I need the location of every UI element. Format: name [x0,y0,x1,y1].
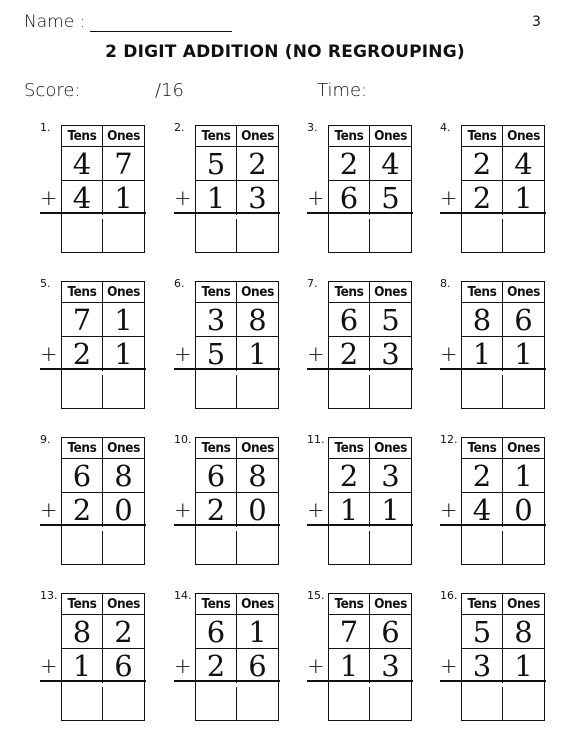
answer-line [174,368,280,370]
top-ones-digit: 8 [503,615,544,649]
tens-header: Tens [329,594,370,615]
addend-tens-digit: 2 [196,649,237,683]
problem-4 [440,121,565,261]
problem-7 [307,277,432,417]
addend-tens-digit: 4 [62,181,103,215]
addend-tens-digit: 2 [196,493,237,527]
top-tens-digit: 2 [329,459,370,493]
plus-sign: + [174,342,192,366]
plus-sign: + [440,186,458,210]
problem-14 [174,589,299,729]
ones-header: Ones [503,594,544,615]
ones-header: Ones [503,126,544,147]
place-value-table [195,281,279,409]
addend-ones-digit: 3 [248,181,267,215]
problem-number: 13. [40,589,58,602]
top-tens-digit: 6 [62,459,103,493]
problem-10 [174,433,299,573]
answer-tens-box[interactable] [329,687,370,720]
addend-ones-digit: 1 [514,337,533,371]
addend-ones-digit: 1 [248,337,267,371]
top-ones-digit: 8 [103,459,144,493]
problem-2 [174,121,299,261]
answer-line [40,680,146,682]
problem-6 [174,277,299,417]
problem-number: 1. [40,121,51,134]
tens-header: Tens [462,438,503,459]
place-value-table [461,281,545,409]
top-tens-digit: 4 [62,147,103,181]
answer-tens-box[interactable] [462,531,503,564]
problem-9 [40,433,165,573]
place-value-table [195,593,279,721]
answer-line [174,680,280,682]
answer-tens-box[interactable] [62,375,103,408]
place-value-table [328,281,412,409]
ones-header: Ones [103,126,144,147]
answer-ones-box[interactable] [103,375,144,408]
addend-ones-digit: 0 [514,493,533,527]
name-field[interactable] [90,31,232,32]
ones-header: Ones [503,438,544,459]
problem-number: 15. [307,589,325,602]
answer-ones-box[interactable] [237,219,278,252]
top-tens-digit: 2 [462,147,503,181]
tens-header: Tens [329,282,370,303]
ones-header: Ones [237,282,278,303]
answer-line [440,524,546,526]
answer-line [174,212,280,214]
problem-3 [307,121,432,261]
top-ones-digit: 6 [370,615,411,649]
tens-header: Tens [462,126,503,147]
problem-number: 16. [440,589,458,602]
top-ones-digit: 8 [237,459,278,493]
tens-header: Tens [462,282,503,303]
answer-line [307,524,413,526]
top-ones-digit: 4 [503,147,544,181]
addend-tens-digit: 2 [62,337,103,371]
worksheet-title: 2 DIGIT ADDITION (NO REGROUPING) [105,42,465,62]
ones-header: Ones [370,438,411,459]
answer-tens-box[interactable] [329,219,370,252]
addend-ones-digit: 1 [514,181,533,215]
answer-tens-box[interactable] [62,687,103,720]
tens-header: Tens [62,438,103,459]
place-value-table [461,593,545,721]
answer-tens-box[interactable] [462,219,503,252]
plus-sign: + [307,186,325,210]
tens-header: Tens [196,282,237,303]
ones-header: Ones [103,594,144,615]
top-ones-digit: 1 [103,303,144,337]
problem-number: 4. [440,121,451,134]
problem-number: 9. [40,433,51,446]
top-tens-digit: 6 [329,303,370,337]
addend-ones-digit: 3 [381,337,400,371]
addend-tens-digit: 1 [329,493,370,527]
addend-ones-digit: 0 [114,493,133,527]
plus-sign: + [174,186,192,210]
problem-12 [440,433,565,573]
answer-tens-box[interactable] [329,531,370,564]
problem-number: 2. [174,121,185,134]
ones-header: Ones [103,282,144,303]
top-tens-digit: 7 [62,303,103,337]
plus-sign: + [40,654,58,678]
top-tens-digit: 5 [196,147,237,181]
answer-ones-box[interactable] [103,219,144,252]
top-ones-digit: 1 [503,459,544,493]
problem-number: 12. [440,433,458,446]
addend-tens-digit: 3 [462,649,503,683]
top-tens-digit: 8 [462,303,503,337]
plus-sign: + [174,654,192,678]
answer-ones-box[interactable] [370,219,411,252]
problem-15 [307,589,432,729]
top-tens-digit: 5 [462,615,503,649]
answer-ones-box[interactable] [503,219,544,252]
addend-tens-digit: 1 [62,649,103,683]
answer-tens-box[interactable] [196,375,237,408]
top-ones-digit: 7 [103,147,144,181]
answer-tens-box[interactable] [329,375,370,408]
answer-line [40,212,146,214]
answer-ones-box[interactable] [503,375,544,408]
place-value-table [61,125,145,253]
top-ones-digit: 5 [370,303,411,337]
answer-tens-box[interactable] [196,219,237,252]
time-label: Time: [317,80,368,101]
plus-sign: + [440,498,458,522]
addend-tens-digit: 1 [196,181,237,215]
top-ones-digit: 4 [370,147,411,181]
top-ones-digit: 6 [503,303,544,337]
answer-line [307,212,413,214]
top-ones-digit: 2 [237,147,278,181]
top-ones-digit: 3 [370,459,411,493]
place-value-table [328,125,412,253]
answer-tens-box[interactable] [62,531,103,564]
top-tens-digit: 8 [62,615,103,649]
addend-ones-digit: 6 [114,649,133,683]
answer-line [174,524,280,526]
place-value-table [328,593,412,721]
addend-tens-digit: 6 [329,181,370,215]
place-value-table [461,437,545,565]
answer-line [40,524,146,526]
ones-header: Ones [370,126,411,147]
top-tens-digit: 2 [329,147,370,181]
addend-ones-digit: 1 [514,649,533,683]
problem-16 [440,589,565,729]
problem-number: 6. [174,277,185,290]
addend-tens-digit: 2 [462,181,503,215]
addend-ones-digit: 5 [381,181,400,215]
answer-ones-box[interactable] [103,687,144,720]
addend-ones-digit: 1 [381,493,400,527]
plus-sign: + [307,498,325,522]
tens-header: Tens [329,126,370,147]
tens-header: Tens [196,438,237,459]
tens-header: Tens [462,594,503,615]
plus-sign: + [440,654,458,678]
top-tens-digit: 2 [462,459,503,493]
ones-header: Ones [237,594,278,615]
answer-ones-box[interactable] [503,687,544,720]
addend-tens-digit: 2 [329,337,370,371]
addend-tens-digit: 5 [196,337,237,371]
problem-13 [40,589,165,729]
answer-line [440,680,546,682]
tens-header: Tens [196,126,237,147]
answer-ones-box[interactable] [237,375,278,408]
plus-sign: + [40,342,58,366]
answer-line [440,212,546,214]
answer-ones-box[interactable] [370,531,411,564]
answer-ones-box[interactable] [503,531,544,564]
ones-header: Ones [103,438,144,459]
problem-number: 3. [307,121,318,134]
answer-tens-box[interactable] [462,687,503,720]
answer-line [307,680,413,682]
problem-number: 14. [174,589,192,602]
addend-tens-digit: 1 [329,649,370,683]
problem-number: 7. [307,277,318,290]
top-ones-digit: 2 [103,615,144,649]
tens-header: Tens [62,594,103,615]
answer-line [307,368,413,370]
answer-tens-box[interactable] [196,531,237,564]
page-number: 3 [532,14,541,30]
problem-number: 10. [174,433,192,446]
plus-sign: + [40,186,58,210]
ones-header: Ones [503,282,544,303]
tens-header: Tens [62,282,103,303]
problem-number: 11. [307,433,325,446]
answer-tens-box[interactable] [462,375,503,408]
top-tens-digit: 3 [196,303,237,337]
tens-header: Tens [329,438,370,459]
score-label: Score: [24,80,81,101]
place-value-table [195,437,279,565]
answer-tens-box[interactable] [196,687,237,720]
problem-5 [40,277,165,417]
top-tens-digit: 6 [196,459,237,493]
top-ones-digit: 1 [237,615,278,649]
place-value-table [461,125,545,253]
name-label: Name : [24,12,86,32]
addend-tens-digit: 2 [62,493,103,527]
problem-11 [307,433,432,573]
answer-ones-box[interactable] [370,375,411,408]
problem-8 [440,277,565,417]
problem-number: 8. [440,277,451,290]
place-value-table [328,437,412,565]
tens-header: Tens [62,126,103,147]
answer-ones-box[interactable] [237,687,278,720]
score-total: /16 [155,80,184,101]
plus-sign: + [440,342,458,366]
problem-number: 5. [40,277,51,290]
place-value-table [61,281,145,409]
addend-tens-digit: 4 [462,493,503,527]
answer-line [40,368,146,370]
problem-1 [40,121,165,261]
place-value-table [61,593,145,721]
ones-header: Ones [237,438,278,459]
ones-header: Ones [370,282,411,303]
plus-sign: + [174,498,192,522]
top-tens-digit: 7 [329,615,370,649]
addend-ones-digit: 1 [114,181,133,215]
tens-header: Tens [196,594,237,615]
top-ones-digit: 8 [237,303,278,337]
addend-tens-digit: 1 [462,337,503,371]
place-value-table [61,437,145,565]
place-value-table [195,125,279,253]
top-tens-digit: 6 [196,615,237,649]
plus-sign: + [40,498,58,522]
ones-header: Ones [237,126,278,147]
addend-ones-digit: 0 [248,493,267,527]
addend-ones-digit: 1 [114,337,133,371]
addend-ones-digit: 6 [248,649,267,683]
ones-header: Ones [370,594,411,615]
answer-line [440,368,546,370]
addend-ones-digit: 3 [381,649,400,683]
answer-tens-box[interactable] [62,219,103,252]
plus-sign: + [307,654,325,678]
answer-ones-box[interactable] [237,531,278,564]
plus-sign: + [307,342,325,366]
answer-ones-box[interactable] [370,687,411,720]
answer-ones-box[interactable] [103,531,144,564]
